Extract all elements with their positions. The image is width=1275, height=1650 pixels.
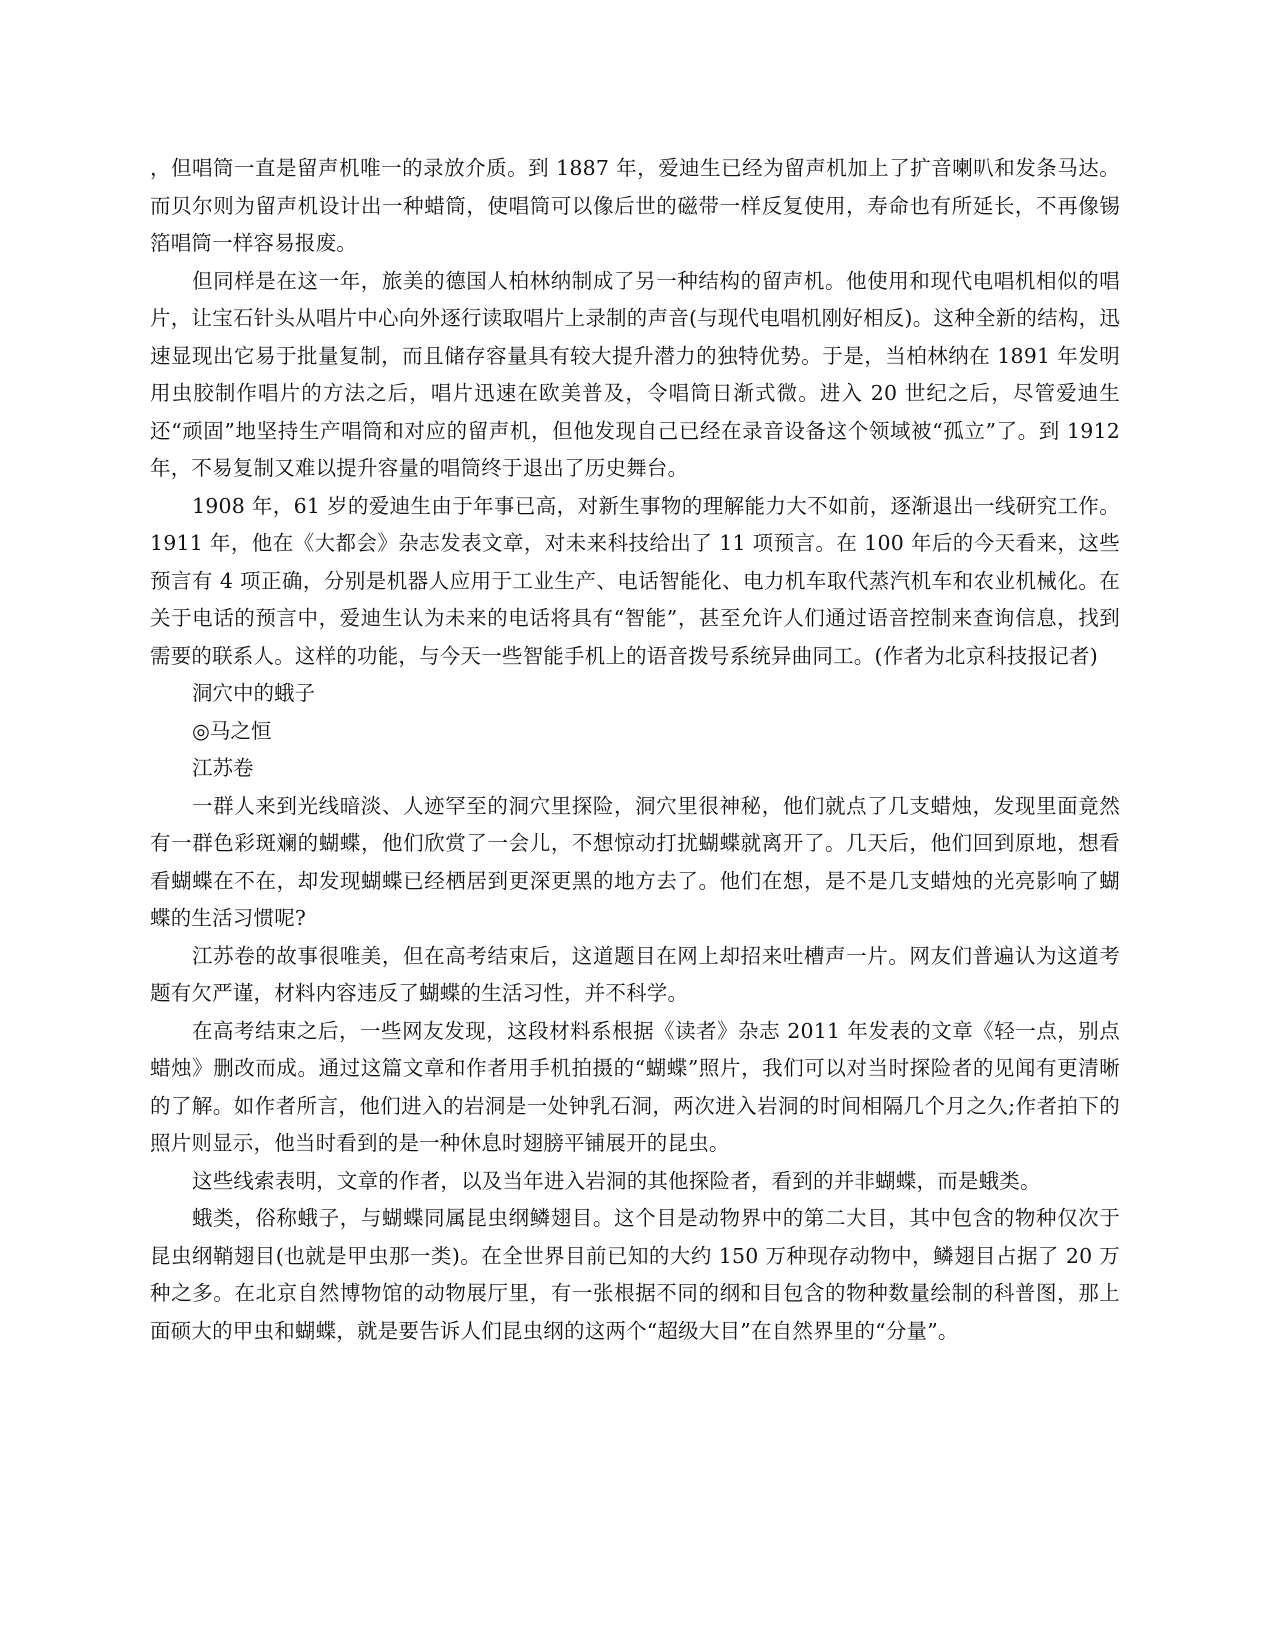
paragraph-1: ，但唱筒一直是留声机唯一的录放介质。到 1887 年，爱迪生已经为留声机加上了扩音喇叭和发条马达。而贝尔则为留声机设计出一种蜡筒，使唱筒可以像后世的磁带一样反复使用，寿命也有所延长，不再像锡箔唱筒一样容易报废。 (150, 156, 1120, 255)
article-section: 江苏卷 (192, 756, 254, 780)
paragraph-6: 在高考结束之后，一些网友发现，这段材料系根据《读者》杂志 2011 年发表的文章《轻一点，别点蜡烛》删改而成。通过这篇文章和作者用手机拍摄的“蝴蝶”照片，我们可以对当时探险者的见闻有更清晰的了解。如作者所言，他们进入的岩洞是一处钟乳石洞，两次进入岩洞的时间相隔几个月之久;作者拍下的照片则显示，他当时看到的是一种休息时翅膀平铺展开的昆虫。 (150, 1018, 1120, 1155)
paragraph-2: 但同样是在这一年，旅美的德国人柏林纳制成了另一种结构的留声机。他使用和现代电唱机相似的唱片，让宝石针头从唱片中心向外逐行读取唱片上录制的声音(与现代电唱机刚好相反)。这种全新的结构，迅速显现出它易于批量复制，而且储存容量具有较大提升潜力的独特优势。于是，当柏林纳在 1891 年发明用虫胶制作唱片的方法之后，唱片迅速在欧美普及，令唱筒日渐式微。进入 20 世纪之后，尽管爱迪生还“顽固”地坚持生产唱筒和对应的留声机，但他发现自己已经在录音设备这个领域被“孤立”了。到 1912 年，不易复制又难以提升容量的唱筒终于退出了历史舞台。 (150, 268, 1120, 480)
article-author: ◎马之恒 (192, 718, 272, 743)
article-title: 洞穴中的蛾子 (192, 681, 315, 705)
paragraph-5: 江苏卷的故事很唯美，但在高考结束后，这道题目在网上却招来吐槽声一片。网友们普遍认为这道考题有欠严谨，材料内容违反了蝴蝶的生活习性，并不科学。 (150, 943, 1120, 1005)
paragraph-4: 一群人来到光线暗淡、人迹罕至的洞穴里探险，洞穴里很神秘，他们就点了几支蜡烛，发现里面竟然有一群色彩斑斓的蝴蝶，他们欣赏了一会儿，不想惊动打扰蝴蝶就离开了。几天后，他们回到原地，想看看蝴蝶在不在，却发现蝴蝶已经栖居到更深更黑的地方去了。他们在想，是不是几支蜡烛的光亮影响了蝴蝶的生活习惯呢? (150, 793, 1120, 930)
document-page (150, 150, 1120, 1350)
paragraph-3: 1908 年，61 岁的爱迪生由于年事已高，对新生事物的理解能力大不如前，逐渐退出一线研究工作。1911 年，他在《大都会》杂志发表文章，对未来科技给出了 11 项预言。在 100 年后的今天看来，这些预言有 4 项正确，分别是机器人应用于工业生产、电话智能化、电力机车取代蒸汽机车和农业机械化。在关于电话的预言中，爱迪生认为未来的电话将具有“智能”，甚至允许人们通过语音控制来查询信息，找到需要的联系人。这样的功能，与今天一些智能手机上的语音拨号系统异曲同工。(作者为北京科技报记者) (150, 493, 1120, 668)
paragraph-8: 蛾类，俗称蛾子，与蝴蝶同属昆虫纲鳞翅目。这个目是动物界中的第二大目，其中包含的物种仅次于昆虫纲鞘翅目(也就是甲虫那一类)。在全世界目前已知的大约 150 万种现存动物中，鳞翅目占据了 20 万种之多。在北京自然博物馆的动物展厅里，有一张根据不同的纲和目包含的物种数量绘制的科普图，那上面硕大的甲虫和蝴蝶，就是要告诉人们昆虫纲的这两个“超级大目”在自然界里的“分量”。 (150, 1206, 1120, 1343)
paragraph-7: 这些线索表明，文章的作者，以及当年进入岩洞的其他探险者，看到的并非蝴蝶，而是蛾类。 (192, 1168, 1041, 1193)
